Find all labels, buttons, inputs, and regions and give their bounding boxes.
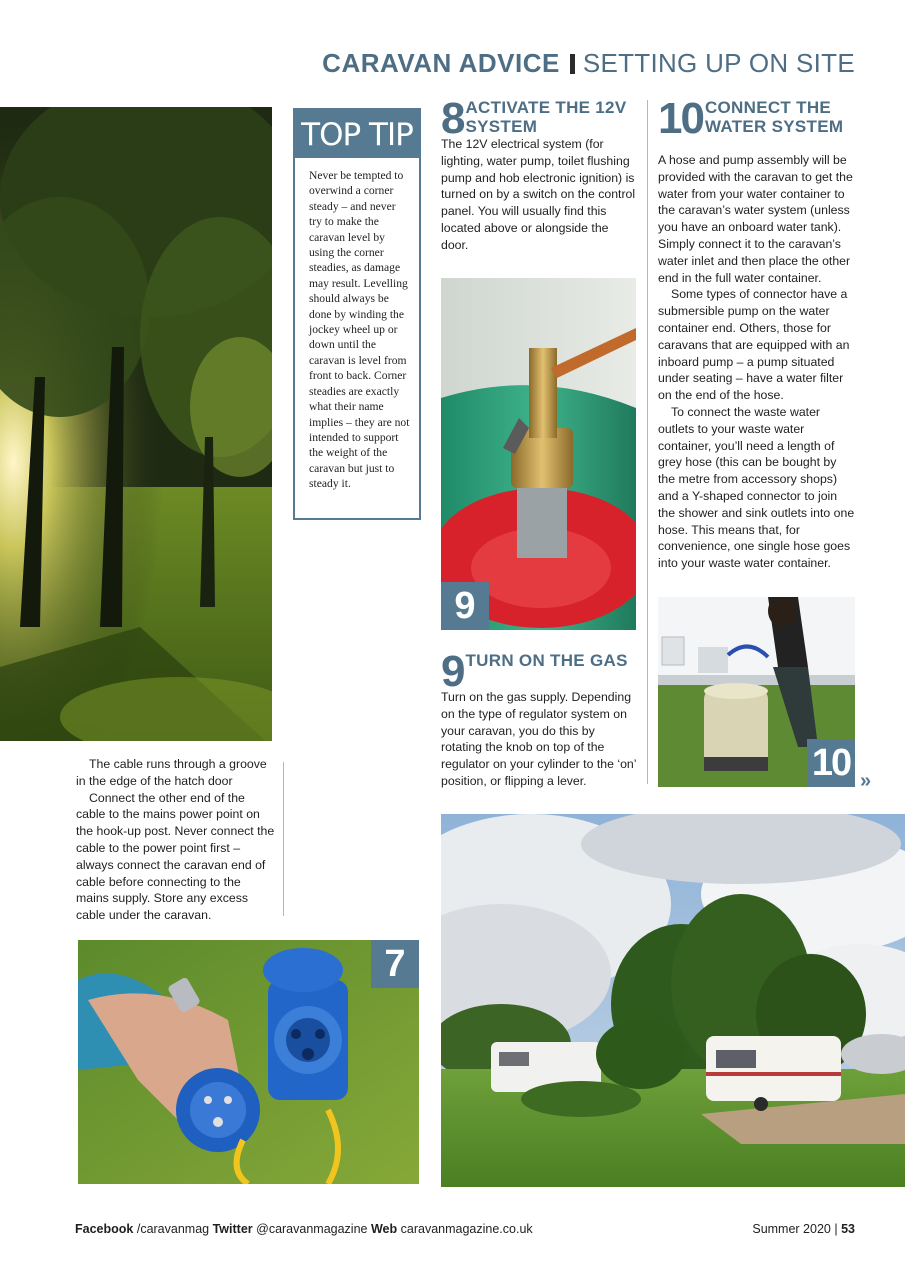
gas-regulator-photo xyxy=(441,278,636,630)
water-container-photo xyxy=(658,597,855,787)
step9-heading xyxy=(441,647,641,696)
step10-heading xyxy=(658,94,858,143)
step8-number: 8 xyxy=(441,94,464,143)
photo7-number: 7 xyxy=(371,940,419,988)
step10-number: 10 xyxy=(658,94,703,143)
step10-title-line2: WATER SYSTEM xyxy=(704,117,844,136)
issue-date: Summer 2020 xyxy=(752,1222,831,1236)
step10-paragraph: Some types of connector have a submersible pump on the water container end. Others, those for caravans that are equipped with an inboard pump – a pump situated under seating – have a water filter on the end of the hose. xyxy=(658,287,850,403)
caravan-site-photo xyxy=(441,814,905,1187)
step10-title-line1: CONNECT THE xyxy=(704,98,832,117)
step9-paragraph: Turn on the gas supply. Depending on the type of regulator system on your caravan, you do this by rotating the knob on top of the regulator on your cylinder to the ‘on’ position, or flipping a lever. xyxy=(441,690,637,788)
step8-title: ACTIVATE THE 12V SYSTEM xyxy=(465,98,627,136)
hookup-plug-photo xyxy=(78,940,419,1184)
step7-rule xyxy=(283,762,284,916)
topic-title: SETTING UP ON SITE xyxy=(582,48,855,78)
tree-photo xyxy=(0,107,272,741)
step8-body xyxy=(441,136,637,254)
footer-web-url[interactable]: caravanmagazine.co.uk xyxy=(400,1222,533,1236)
header-divider xyxy=(570,54,575,74)
step10-paragraph: To connect the waste water outlets to your waste water container, you’ll need a length of grey hose (this can be bought by the metre from accessory shops) and a Y-shaped connector to join the shower and sink outlets into one hose. This means that, for convenience, one single hose goes into your waste water container. xyxy=(658,404,855,571)
top-tip-box xyxy=(293,108,421,520)
footer-facebook-label: Facebook xyxy=(75,1222,134,1236)
footer-web-label: Web xyxy=(370,1222,398,1236)
photo10-number: 10 xyxy=(807,739,855,787)
step8-heading xyxy=(441,94,641,143)
step7-paragraph: Connect the other end of the cable to the mains power point on the hook-up post. Never connect the cable to the power point first – always connect the caravan end of cable before connecting to the mains supply. Store any excess cable under the caravan. xyxy=(76,790,275,923)
footer-social xyxy=(75,1222,533,1236)
step10-body xyxy=(658,152,856,572)
step10-paragraph: A hose and pump assembly will be provided with the caravan to get the water from your water container to the caravan’s water system (unless you have an onboard water tank). Simply connect it to the caravan’s water inlet and then place the other end in the full water container. xyxy=(658,153,853,285)
photo9-number: 9 xyxy=(441,582,489,630)
continue-marker: » xyxy=(860,770,872,792)
page-separator: | xyxy=(834,1222,838,1236)
step8-paragraph: The 12V electrical system (for lighting, water pump, toilet flushing pump and hob electronic ignition) is turned on by a switch on the control panel. You will usually find this located above or alongside the door. xyxy=(441,137,636,252)
footer-facebook-handle[interactable]: /caravanmag xyxy=(136,1222,210,1236)
section-title: CARAVAN ADVICE xyxy=(322,48,560,78)
top-tip-heading: TOP TIP xyxy=(295,110,419,158)
top-tip-body: Never be tempted to overwind a corner steady – and never try to make the caravan level by using the corner steadies, as damage may result. Levelling should always be done by winding the jockey wheel up or down until the caravan is level from front to back. Corner steadies are exactly what their name implies – they are not intended to support the weight of the caravan but just to steady it. xyxy=(309,169,410,491)
page-info xyxy=(752,1222,855,1236)
section-header xyxy=(322,48,855,78)
step9-number: 9 xyxy=(441,647,464,696)
page-number: 53 xyxy=(841,1222,855,1236)
step7-body xyxy=(76,756,276,924)
step9-body xyxy=(441,689,637,790)
footer-twitter-handle[interactable]: @caravanmagazine xyxy=(256,1222,368,1236)
step7-caption: The cable runs through a groove in the edge of the hatch door xyxy=(76,757,267,788)
column-rule xyxy=(647,100,648,784)
step9-title: TURN ON THE GAS xyxy=(465,651,628,670)
footer-twitter-label: Twitter xyxy=(212,1222,253,1236)
